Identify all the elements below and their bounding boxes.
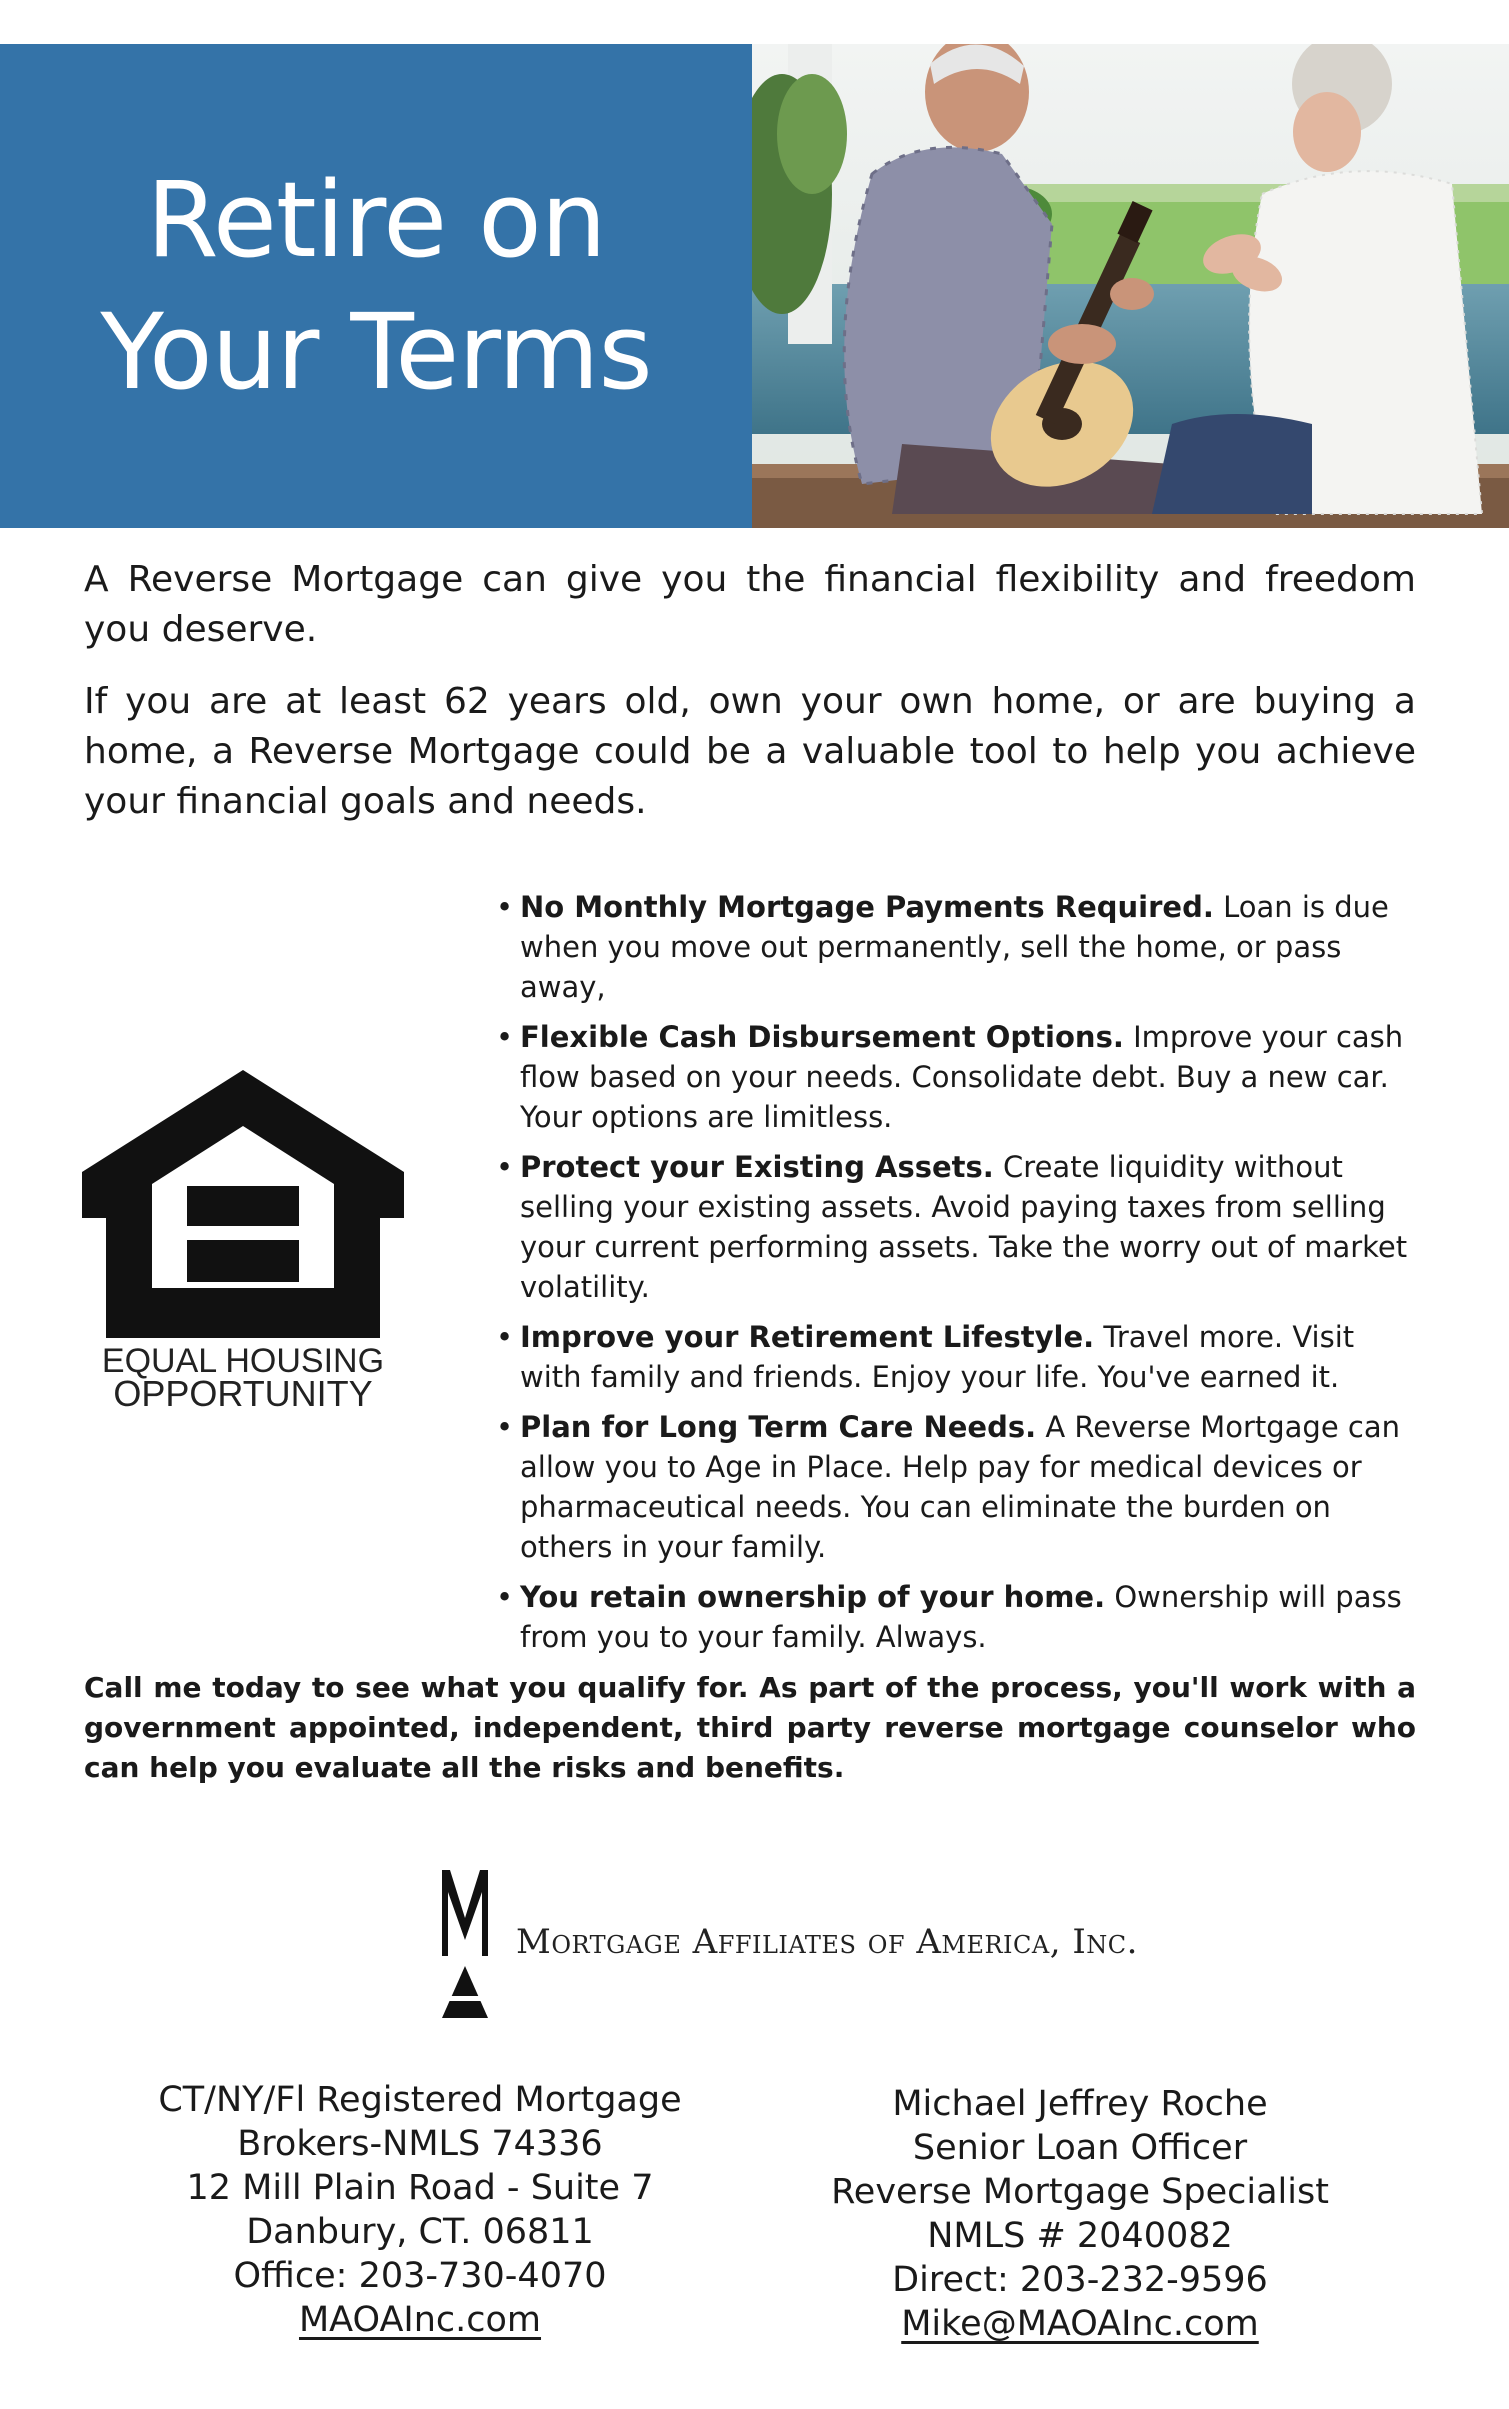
benefit-title: Improve your Retirement Lifestyle. <box>520 1320 1095 1354</box>
benefits-list <box>492 887 1422 1667</box>
benefit-text: Ownership will pass from you to your family. Always. <box>520 1580 1402 1654</box>
benefit-title: You retain ownership of your home. <box>520 1580 1106 1614</box>
benefit-item <box>492 1317 1422 1397</box>
hero-title-panel <box>0 44 752 528</box>
benefit-title: Flexible Cash Disbursement Options. <box>520 1020 1124 1054</box>
company-contact <box>110 2078 730 2342</box>
benefit-item <box>492 1577 1422 1657</box>
benefit-text: Improve your cash flow based on your needs. Consolidate debt. Buy a new car. Your options are limitless. <box>520 1020 1404 1134</box>
title-line-2: Your Terms <box>100 291 652 413</box>
intro-paragraph-2: If you are at least 62 years old, own your own home, or are buying a home, a Reverse Mortgage could be a valuable tool to help you achieve your financial goals and needs. <box>84 681 1416 822</box>
officer-direct-phone: Direct: 203-232-9596 <box>892 2260 1268 2300</box>
benefit-text: Travel more. Visit with family and friends. Enjoy your life. You've earned it. <box>520 1320 1355 1394</box>
officer-nmls: NMLS # 2040082 <box>927 2216 1233 2256</box>
benefit-text: Create liquidity without selling your existing assets. Avoid paying taxes from selling your current performing assets. Take the worry out of market volatility. <box>520 1150 1408 1304</box>
officer-name: Michael Jeffrey Roche <box>892 2084 1268 2124</box>
maa-monogram-icon <box>440 1870 490 2020</box>
benefit-title: Plan for Long Term Care Needs. <box>520 1410 1037 1444</box>
officer-contact <box>770 2082 1390 2346</box>
equal-housing-house-icon <box>82 1070 404 1340</box>
benefit-item <box>492 1017 1422 1137</box>
contact-office-phone: Office: 203-730-4070 <box>233 2256 607 2296</box>
benefit-title: Protect your Existing Assets. <box>520 1150 994 1184</box>
benefit-title: No Monthly Mortgage Payments Required. <box>520 890 1214 924</box>
email-link[interactable]: Mike@MAOAInc.com <box>901 2304 1259 2344</box>
title-line-1: Retire on <box>146 159 606 281</box>
contact-city: Danbury, CT. 06811 <box>246 2212 594 2252</box>
page-title <box>100 154 651 418</box>
equal-housing-line-1: EQUAL HOUSING <box>101 1342 385 1380</box>
benefit-item <box>492 887 1422 1007</box>
company-logo <box>440 1870 1138 2020</box>
senior-couple-photo <box>752 44 1509 528</box>
company-name: Mortgage Affiliates of America, Inc. <box>516 1922 1138 1962</box>
intro-text <box>84 555 1416 849</box>
equal-housing-line-2: OPPORTUNITY <box>113 1373 373 1414</box>
call-to-action: Call me today to see what you qualify for. As part of the process, you'll work with a government appointed, independent, third party reverse mortgage counselor who can help you evaluate all the risks and benefits. <box>84 1671 1416 1784</box>
website-link[interactable]: MAOAInc.com <box>298 2300 542 2340</box>
contact-line: CT/NY/Fl Registered Mortgage <box>158 2080 682 2120</box>
contact-address: 12 Mill Plain Road - Suite 7 <box>186 2168 654 2208</box>
benefit-text: Loan is due when you move out permanently, sell the home, or pass away, <box>520 890 1389 1004</box>
benefit-text: A Reverse Mortgage can allow you to Age in Place. Help pay for medical devices or pharmaceutical needs. You can eliminate the burden on others in your family. <box>520 1410 1400 1564</box>
benefit-item <box>492 1147 1422 1307</box>
contact-line: Brokers-NMLS 74336 <box>237 2124 603 2164</box>
officer-title: Senior Loan Officer <box>912 2128 1248 2168</box>
hero-banner <box>0 44 1509 528</box>
equal-housing-logo <box>82 1070 404 1420</box>
intro-paragraph-1: A Reverse Mortgage can give you the financial flexibility and freedom you deserve. <box>84 559 1416 650</box>
officer-specialty: Reverse Mortgage Specialist <box>831 2172 1329 2212</box>
benefit-item <box>492 1407 1422 1567</box>
